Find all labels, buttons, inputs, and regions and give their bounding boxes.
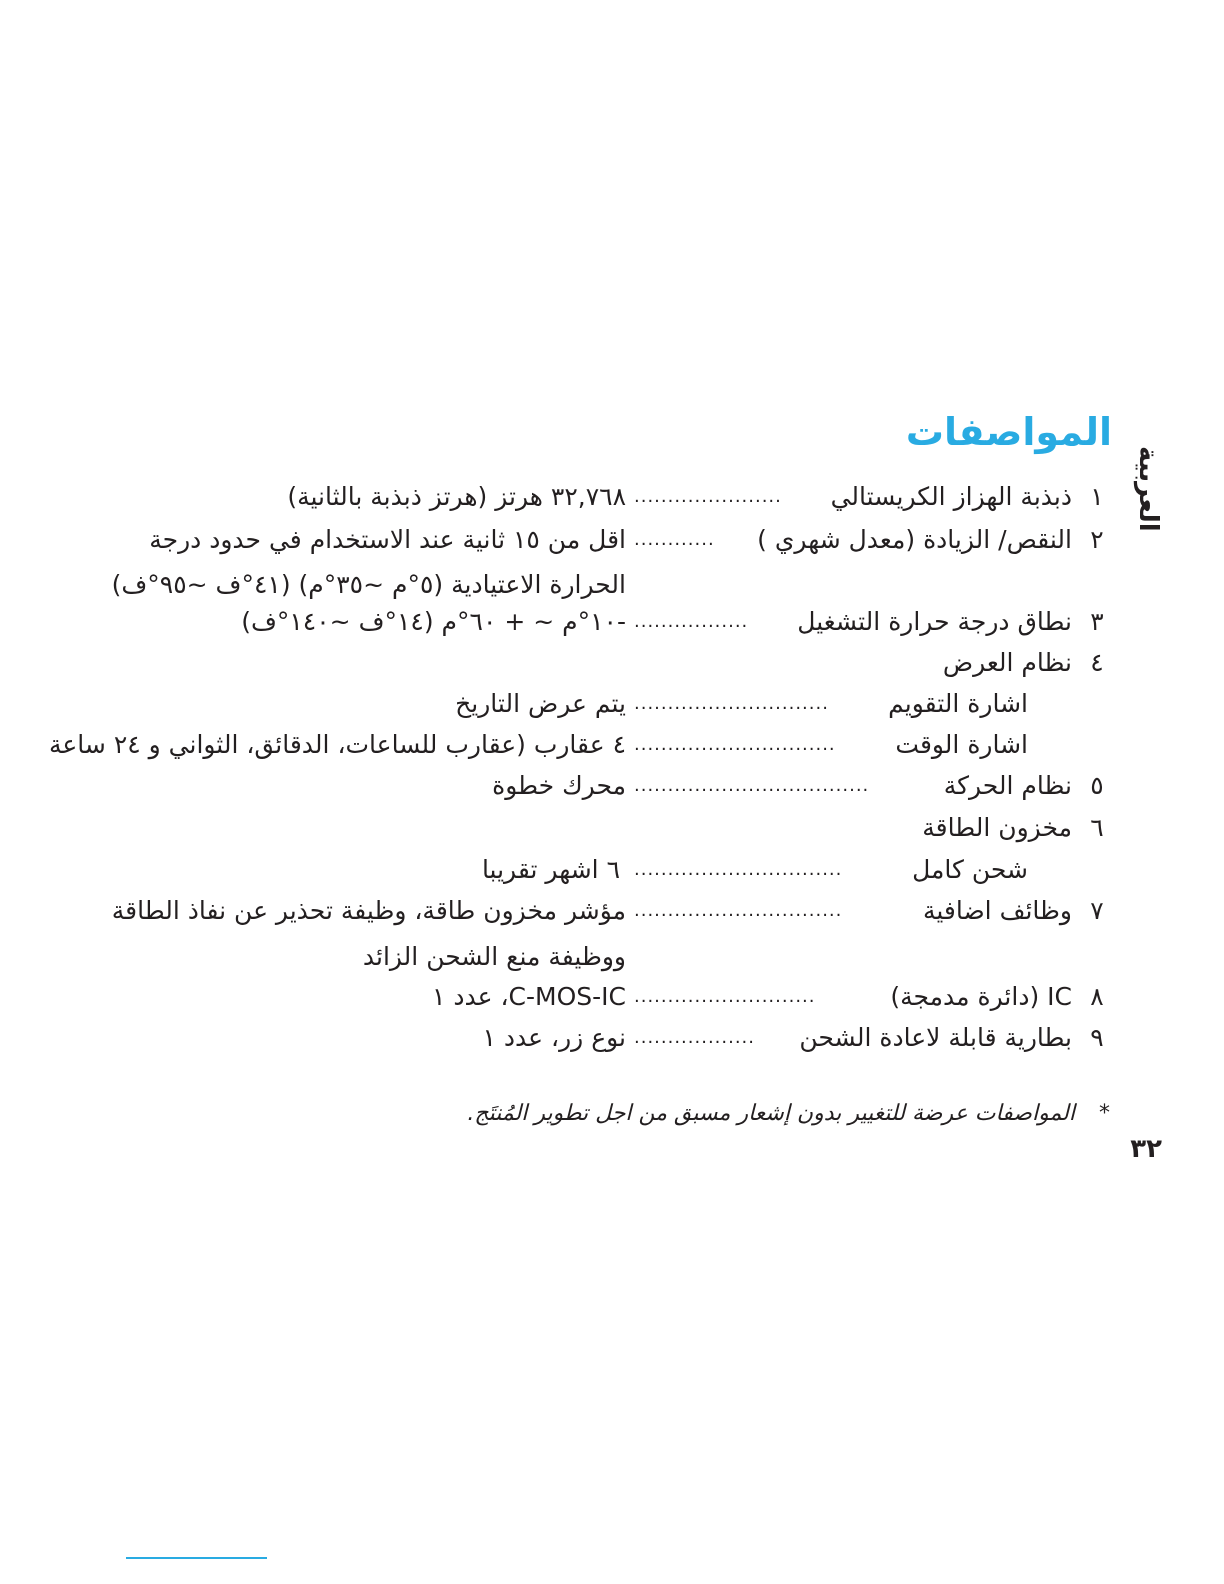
specs-change-note [110,1098,1110,1130]
spec-number: ٦ [1090,813,1104,842]
dot-leader: ................................... [634,775,870,796]
spec-value: -١٠°م ~ + ٦٠°م (١٤°ف ~١٤٠°ف) [241,607,626,636]
spec-value: اقل من ١٥ ثانية عند الاستخدام في حدود درجة [149,525,626,554]
spec-value-continued: ووظيفة منع الشحن الزائد [362,942,626,971]
spec-value: C-MOS-IC، عدد ١ [431,982,626,1011]
footer-rule [126,1557,267,1559]
spec-label: IC (دائرة مدمجة) [890,982,1072,1011]
spec-label: النقص/ الزيادة (معدل شهري ) [757,525,1072,554]
language-tab-label: العربية [1133,446,1163,532]
spec-number: ٧ [1090,896,1104,925]
dot-leader: ............................... [634,900,843,921]
spec-row-crystal [0,477,1224,517]
spec-row-display [0,643,1224,683]
spec-value: ٤ عقارب (عقارب للساعات، الدقائق، الثواني و ٢٤ ساعة [48,730,626,759]
spec-row-extra-functions-cont [0,937,1224,977]
spec-number: ٥ [1090,771,1104,800]
asterisk: * [1099,1101,1110,1126]
spec-value: نوع زر، عدد ١ [482,1023,626,1052]
spec-label: مخزون الطاقة [922,813,1072,842]
dot-leader: ........................... [634,986,816,1007]
spec-number: ٤ [1090,648,1104,677]
spec-label: وظائف اضافية [922,896,1072,925]
spec-row-power-reserve [0,808,1224,848]
dot-leader: ...................... [634,486,782,507]
dot-leader: ............ [634,529,715,550]
spec-row-extra-functions [0,891,1224,931]
spec-value: محرك خطوة [492,771,626,800]
spec-value: ٦ اشهر تقريبا [481,855,620,884]
spec-number: ٩ [1090,1023,1104,1052]
spec-label: بطارية قابلة لاعادة الشحن [799,1023,1072,1052]
spec-row-accuracy-cont [0,565,1224,605]
spec-sublabel: اشارة التقويم [888,689,1028,718]
spec-number: ٨ [1090,982,1104,1011]
spec-value-continued: الحرارة الاعتيادية (٥°م ~٣٥°م) (٤١°ف ~٩٥°ف) [111,570,626,599]
spec-value: يتم عرض التاريخ [455,689,626,718]
spec-row-temperature [0,602,1224,642]
spec-number: ٣ [1090,607,1104,636]
spec-value: مؤشر مخزون طاقة، وظيفة تحذير عن نفاذ الطاقة [111,896,626,925]
spec-number: ١ [1090,482,1104,511]
dot-leader: ............................. [634,693,829,714]
dot-leader: .................. [634,1027,755,1048]
spec-row-movement [0,766,1224,806]
spec-row-calendar [0,684,1224,724]
spec-sublabel: اشارة الوقت [895,730,1028,759]
spec-label: ذبذبة الهزاز الكريستالي [830,482,1072,511]
spec-value: ٣٢,٧٦٨ هرتز (هرتز ذبذبة بالثانية) [287,482,626,511]
spec-row-battery [0,1018,1224,1058]
spec-row-accuracy [0,520,1224,560]
spec-label: نظام الحركة [943,771,1072,800]
spec-row-time [0,725,1224,765]
note-text: المواصفات عرضة للتغيير بدون إشعار مسبق من اجل تطوير المُنتَج. [467,1101,1075,1126]
spec-number: ٢ [1090,525,1104,554]
spec-row-ic [0,977,1224,1017]
page-number: ٣٢ [1130,1134,1162,1164]
page-title: المواصفات [905,410,1112,454]
spec-label: نظام العرض [942,648,1072,677]
spec-label: نطاق درجة حرارة التشغيل [797,607,1072,636]
dot-leader: ................. [634,611,749,632]
dot-leader: ............................... [634,859,843,880]
spec-sublabel: شحن كامل [912,855,1028,884]
dot-leader: .............................. [634,734,836,755]
spec-row-full-charge [0,850,1224,890]
